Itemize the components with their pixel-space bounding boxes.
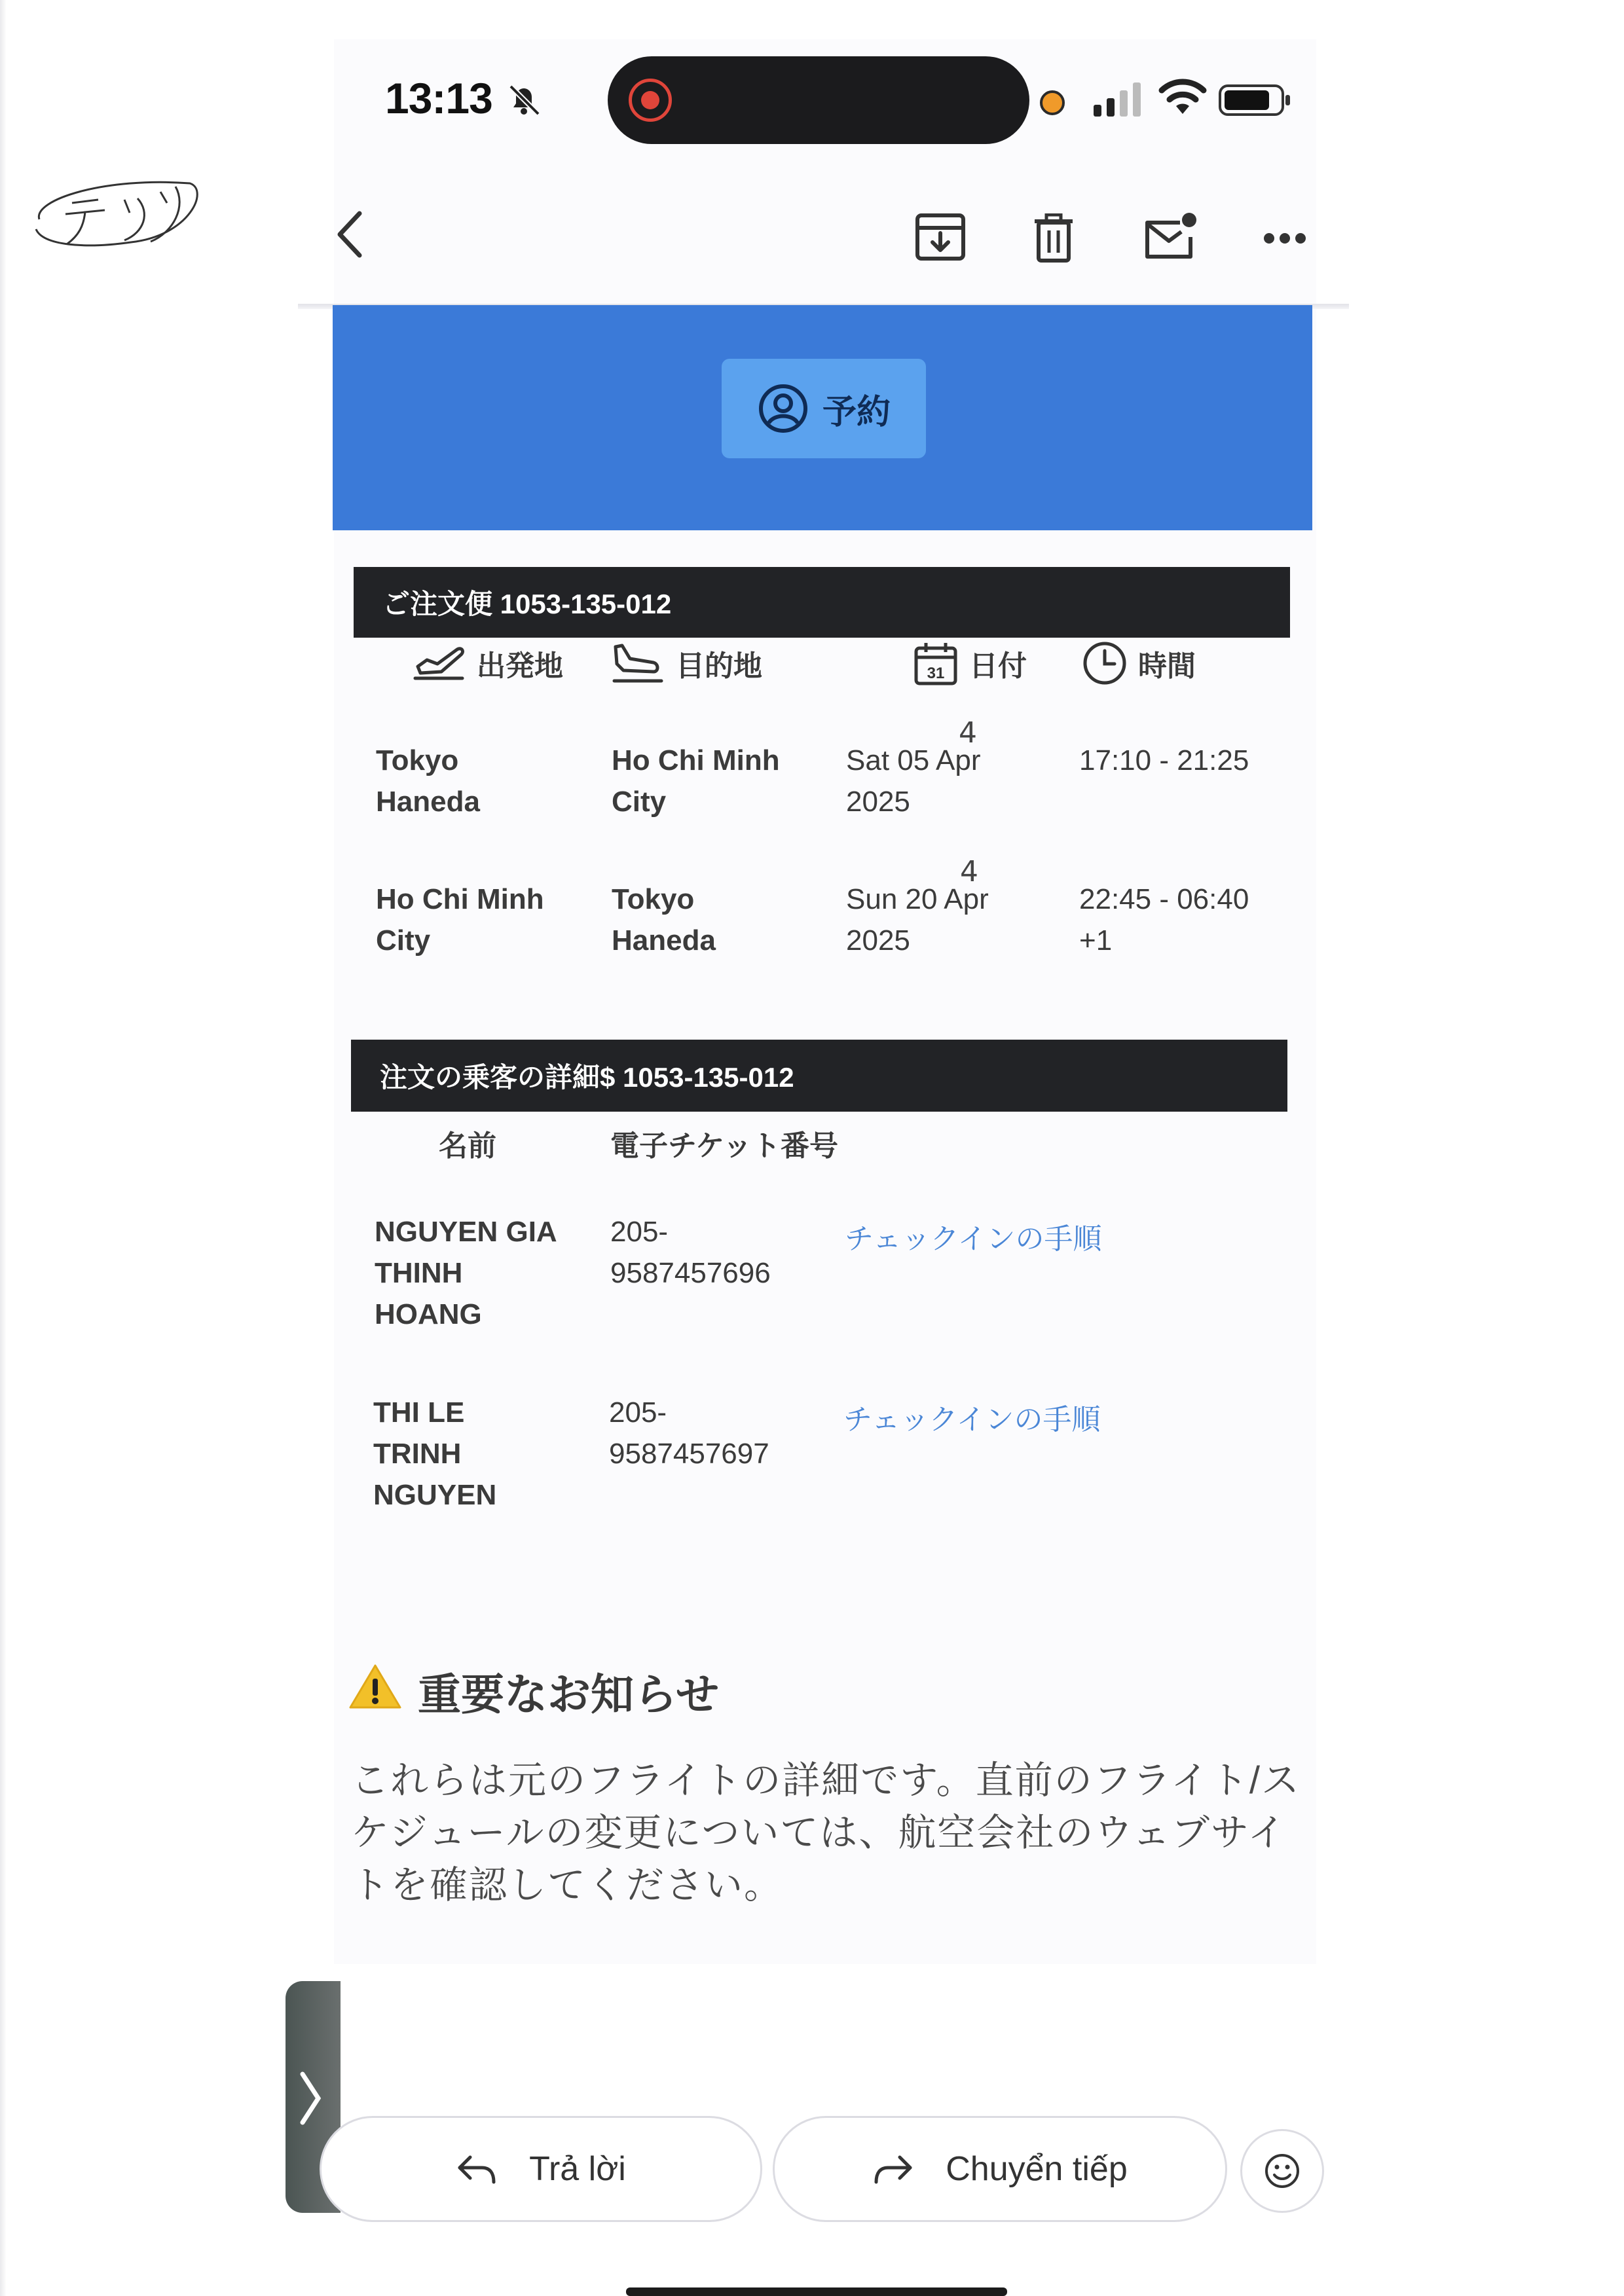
flight-row-1-origin: Tokyo Haneda <box>376 744 480 818</box>
flights-header: ご注文便 1053-135-012 <box>354 567 1290 638</box>
flight-row-2-destination: Tokyo Haneda <box>612 883 716 957</box>
smiley-icon <box>1263 2151 1302 2191</box>
reservation-button[interactable] <box>722 359 926 458</box>
forward-arrow-icon <box>872 2152 914 2186</box>
plane-takeoff-icon <box>411 640 466 686</box>
clock-icon <box>1082 640 1128 686</box>
recording-icon <box>629 79 672 122</box>
passenger-2-ticket: 205- 9587457697 <box>609 1396 769 1470</box>
flight-row-2-time: 22:45 - 06:40 +1 <box>1079 883 1249 957</box>
chevron-right-icon <box>296 2069 325 2128</box>
flight-row-1-date: Sat 05 Apr 2025 <box>846 744 981 818</box>
notice-title: 重要なお知らせ <box>418 1670 720 1719</box>
calendar-icon <box>913 640 959 686</box>
reply-button-label: Trả lời <box>529 2150 626 2188</box>
column-destination-label: 目的地 <box>676 650 762 682</box>
trash-icon[interactable] <box>1032 213 1075 263</box>
more-options-icon[interactable] <box>1263 230 1307 246</box>
column-name <box>439 1122 496 1164</box>
flight-row-1-time: 17:10 - 21:25 <box>1079 744 1249 776</box>
handwritten-note <box>26 173 203 259</box>
passenger-1-ticket: 205- 9587457696 <box>610 1216 771 1289</box>
flight-row-2-origin: Ho Chi Minh City <box>376 883 544 957</box>
flight-row-2-date-note: 4 <box>960 855 978 888</box>
plane-landing-icon <box>610 640 665 686</box>
mic-indicator-icon <box>1040 90 1065 115</box>
home-indicator <box>626 2287 1007 2296</box>
emoji-reaction-button[interactable] <box>1240 2129 1324 2213</box>
battery-icon <box>1218 84 1291 117</box>
user-circle-icon <box>757 382 809 435</box>
reply-arrow-icon <box>456 2152 498 2186</box>
passenger-1-name: NGUYEN GIA THINH HOANG <box>375 1216 557 1330</box>
mark-unread-icon[interactable] <box>1142 211 1198 261</box>
column-time-label: 時間 <box>1138 650 1196 682</box>
wifi-icon <box>1158 77 1208 117</box>
passenger-1-checkin-link[interactable]: チェックインの手順 <box>845 1223 1102 1255</box>
flight-row-1-destination: Ho Chi Minh City <box>612 744 780 818</box>
passenger-2-checkin-link[interactable]: チェックインの手順 <box>843 1404 1101 1436</box>
passengers-header: 注文の乗客の詳細$ 1053-135-012 <box>351 1040 1287 1112</box>
column-date <box>913 640 1027 686</box>
column-name-label: 名前 <box>439 1130 496 1162</box>
column-ticket-label: 電子チケット番号 <box>610 1130 839 1162</box>
warning-icon <box>348 1663 402 1710</box>
status-time: 13:13 <box>385 74 492 122</box>
reservation-button-label: 予約 <box>822 393 891 431</box>
notice-body: これらは元のフライトの詳細です。直前のフライト/ス ケジュールの変更については、航空会社のウェブサイ トを確認してください。 <box>351 1759 1301 1906</box>
forward-button-label: Chuyển tiếp <box>946 2150 1128 2188</box>
paper-edge <box>0 0 7 2296</box>
forward-button[interactable] <box>773 2116 1227 2222</box>
column-origin <box>411 640 563 686</box>
svg-text:31: 31 <box>927 665 945 682</box>
back-chevron-icon[interactable] <box>331 208 370 261</box>
bell-muted-icon <box>506 81 542 118</box>
flight-row-2-date: Sun 20 Apr 2025 <box>846 883 989 957</box>
cellular-signal-icon <box>1092 80 1145 118</box>
reply-button[interactable] <box>320 2116 762 2222</box>
passenger-2-name: THI LE TRINH NGUYEN <box>373 1396 497 1511</box>
column-ticket <box>610 1122 838 1164</box>
column-destination <box>610 640 762 686</box>
column-date-label: 日付 <box>969 650 1027 682</box>
flight-row-1-date-note: 4 <box>959 716 977 750</box>
column-origin-label: 出発地 <box>477 650 563 682</box>
archive-icon[interactable] <box>914 212 967 262</box>
column-time <box>1082 640 1196 686</box>
